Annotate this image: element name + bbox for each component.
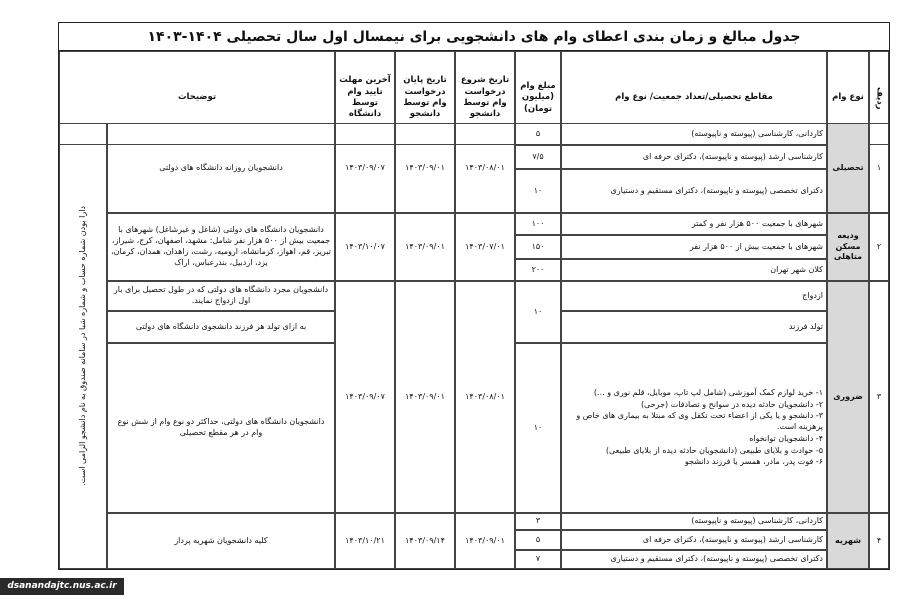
list-item: ۱- خرید لوازم کمک آموزشی (شامل لپ تاپ، موبایل، قلم نوری و ...) [593, 387, 823, 397]
header-loan-type: نوع وام [827, 51, 869, 145]
start-date: ۱۴۰۳/۰۹/۰۱ [455, 513, 515, 569]
list-item: ۴- دانشجویان توانخواه [749, 433, 823, 443]
list-item: ۵- حوادث و بلایای طبیعی (دانشجویان حادثه دیده از بلایای طبیعی) [605, 445, 823, 455]
emergency-reasons-list [561, 343, 827, 513]
note: کلیه دانشجویان شهریه پرداز [107, 513, 335, 569]
note: دانشجویان روزانه دانشگاه های دولتی [107, 123, 335, 213]
header-start-date: تاریخ شروع درخواست وام توسط دانشجو [455, 51, 515, 145]
row-number: ۲ [869, 213, 889, 281]
loan-amount: ۱۰ [515, 169, 561, 213]
row-number: ۳ [869, 281, 889, 513]
header-radif: ردیف [869, 51, 889, 145]
list-item: ۲- دانشجویان حادثه دیده در سوانح و تصادفات (جرحی) [640, 399, 823, 409]
note: دانشجویان مجرد دانشگاه های دولتی که در طول تحصیل برای بار اول ازدواج نمایند. [107, 281, 335, 311]
section-label: دکترای تخصصی (پیوسته و ناپیوسته)، دکترای مستقیم و دستیاری [561, 169, 827, 213]
loan-amount: ۲۰۰ [515, 259, 561, 281]
start-date: ۱۴۰۳/۰۸/۰۱ [455, 281, 515, 513]
loan-amount: ۱۰۰ [515, 213, 561, 235]
note: به ازای تولد هر فرزند دانشجوی دانشگاه های دولتی [107, 311, 335, 343]
header-notes: توضیحات [59, 51, 335, 145]
end-date: ۱۴۰۳/۰۹/۱۴ [395, 513, 455, 569]
header-amount: مبلغ وام (میلیون تومان) [515, 51, 561, 145]
row-number: ۴ [869, 513, 889, 569]
header-end-date: تاریخ پایان درخواست وام توسط دانشجو [395, 51, 455, 145]
loan-amount: ۱۰ [515, 343, 561, 513]
loan-amount: ۱۰ [515, 281, 561, 343]
loan-amount: ۵ [515, 123, 561, 145]
loan-amount: ۳ [515, 513, 561, 530]
row-number: ۱ [869, 123, 889, 213]
start-date: ۱۴۰۳/۰۷/۰۱ [455, 213, 515, 281]
section-label: کاردانی، کارشناسی (پیوسته و ناپیوسته) [561, 513, 827, 530]
loan-amount: ۷/۵ [515, 145, 561, 169]
end-date: ۱۴۰۳/۰۹/۰۱ [395, 123, 455, 213]
loan-table [58, 22, 890, 570]
section-label: کارشناسی ارشد (پیوسته و ناپیوسته)، دکترای حرفه ای [561, 530, 827, 550]
section-label: کارشناسی ارشد (پیوسته و ناپیوسته)، دکترای حرفه ای [561, 145, 827, 169]
deadline-date: ۱۴۰۳/۰۹/۰۷ [335, 123, 395, 213]
start-date: ۱۴۰۳/۰۸/۰۱ [455, 123, 515, 213]
deadline-date: ۱۴۰۳/۰۹/۰۷ [335, 281, 395, 513]
loan-amount: ۵ [515, 530, 561, 550]
side-note: دارا بودن شماره حساب و شماره شبا در سامانه صندوق به نام دانشجو الزامی است. [59, 123, 107, 569]
section-label: کلان شهر تهران [561, 259, 827, 281]
section-label: ازدواج [561, 281, 827, 311]
page-title: جدول مبالغ و زمان بندی اعطای وام های دانشجویی برای نیمسال اول سال تحصیلی ۱۴۰۴-۱۴۰۳ [59, 23, 889, 51]
note: دانشجویان دانشگاه های دولتی، حداکثر دو نوع وام از شش نوع وام در هر مقطع تحصیلی [107, 343, 335, 513]
loan-type: ضروری [827, 281, 869, 513]
note: دانشجویان دانشگاه های دولتی (شاغل و غیرشاغل) شهرهای با جمعیت بیش از ۵۰۰ هزار نفر شامل: مشهد، اصفهان، کرج، شیراز، تبریز، قم، اهواز، کرمانشاه، ارومیه، رشت، زاهدان، همدان، کرمان، یزد، اردبیل، بندرعباس، اراک [107, 213, 335, 281]
deadline-date: ۱۴۰۳/۱۰/۲۱ [335, 513, 395, 569]
section-label: تولد فرزند [561, 311, 827, 343]
section-label: کاردانی، کارشناسی (پیوسته و ناپیوسته) [561, 123, 827, 145]
site-watermark: dsanandajtc.nus.ac.ir [0, 578, 124, 595]
section-label: شهرهای با جمعیت بیش از ۵۰۰ هزار نفر [561, 235, 827, 259]
section-label: شهرهای با جمعیت ۵۰۰ هزار نفر و کمتر [561, 213, 827, 235]
list-item: ۶- فوت پدر، مادر، همسر یا فرزند دانشجو [684, 457, 823, 467]
loan-type: ودیعه مسکن متاهلی [827, 213, 869, 281]
loan-type: تحصیلی [827, 123, 869, 213]
loan-amount: ۷ [515, 550, 561, 569]
loan-type: شهریه [827, 513, 869, 569]
end-date: ۱۴۰۳/۰۹/۰۱ [395, 281, 455, 513]
end-date: ۱۴۰۳/۰۹/۰۱ [395, 213, 455, 281]
header-deadline: آخرین مهلت تایید وام توسط دانشگاه [335, 51, 395, 145]
list-item: ۳- دانشجو و یا یکی از اعضاء تحت تکفل وی که مبتلا به بیماری های خاص و پرهزینه است. [576, 411, 823, 432]
section-label: دکترای تخصصی (پیوسته و ناپیوسته)، دکترای مستقیم و دستیاری [561, 550, 827, 569]
loan-amount: ۱۵۰ [515, 235, 561, 259]
header-sections: مقاطع تحصیلی/تعداد جمعیت/ نوع وام [561, 51, 827, 145]
deadline-date: ۱۴۰۳/۱۰/۰۷ [335, 213, 395, 281]
